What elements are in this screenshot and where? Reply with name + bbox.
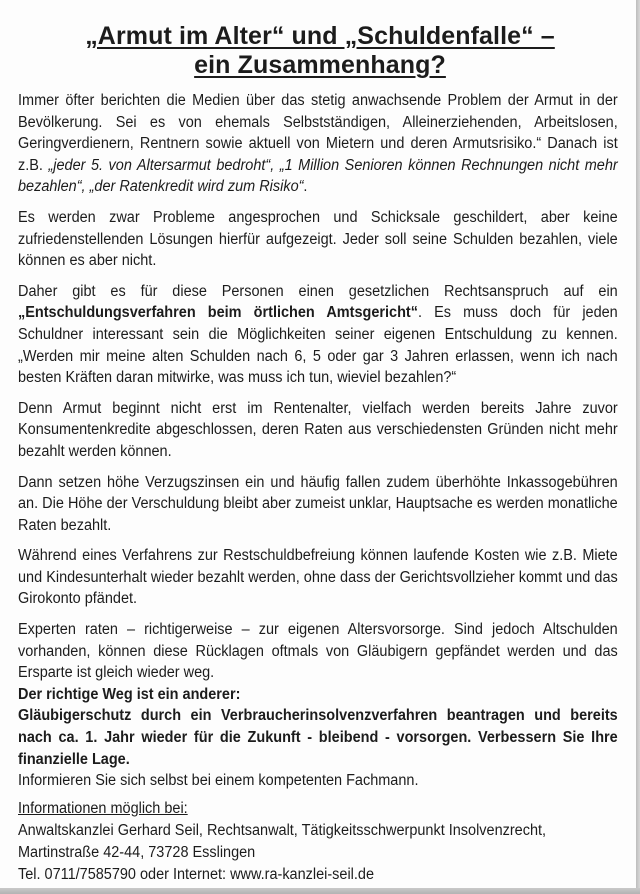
article-body: [18, 90, 618, 886]
paragraph-interest: Dann setzen höhe Verzugszinsen ein und häufig fallen zudem überhöhte Inkassogebühren an. Die Höhe der Verschuldung bleibt aber zumeist unklar, Hauptsache es werden monatliche Raten bezahlt.: [18, 473, 618, 534]
paragraph-poverty: Denn Armut beginnt nicht erst im Rentenalter, vielfach werden bereits Jahre zuvor Konsumentenkredite abgeschlossen, deren Raten aus verschiedensten Gründen nicht mehr bezahlt werden können.: [18, 399, 618, 460]
page-edge-shadow: [636, 0, 640, 894]
contact-line-address: Martinstraße 42-44, 73728 Esslingen: [18, 843, 256, 861]
paragraph-legal-claim-bold: „Entschuldungsverfahren beim örtlichen Amtsgericht“: [18, 304, 418, 322]
title-line-2: ein Zusammenhang?: [194, 51, 446, 79]
paragraph-intro-end: .: [303, 178, 308, 196]
bold-heading-right-way: Der richtige Weg ist ein anderer:: [18, 685, 241, 703]
paragraph-legal-claim-start: Daher gibt es für diese Personen einen gesetzlichen Rechtsanspruch auf ein: [18, 282, 618, 300]
contact-heading: Informationen möglich bei:: [18, 799, 188, 817]
page-title: [0, 22, 640, 80]
contact-block: [18, 798, 618, 886]
paragraph-intro-text: Immer öfter berichten die Medien über das stetig anwachsende Problem der Armut in der Bevölkerung. Sei es von ehemals Selbstständigen, Alleinerziehenden, Arbeitslosen, Geringverdienern, Rentnern sowie aktuell von Mietern und deren Armutsrisiko.“ Danach ist z.B.: [18, 92, 618, 174]
paragraph-intro: [18, 90, 618, 198]
contact-line-office: Anwaltskanzlei Gerhard Seil, Rechtsanwalt, Tätigkeitsschwerpunkt Insolvenzrecht,: [18, 821, 547, 839]
paragraph-procedure: Während eines Verfahrens zur Restschuldbefreiung können laufende Kosten wie z.B. Miete und Kindesunterhalt wieder bezahlt werden, ohne dass der Gerichtsvollzieher kommt und das Girokonto pfändet.: [18, 547, 618, 608]
paragraph-legal-claim-end: . Es muss doch für jeden Schuldner interessant sein die Möglichkeiten seiner eigenen Entschuldung zu kennen. „Werden mir meine alten Schulden nach 6, 5 oder gar 3 Jahren erlassen, wenn ich nach besten Kräften daran mitwirke, was muss ich tun, wieviel bezahlen?“: [18, 304, 618, 387]
page-bottom-edge: [0, 888, 640, 894]
paragraph-legal-claim: [18, 281, 618, 389]
bold-creditor-protection: Gläubigerschutz durch ein Verbraucherinsolvenzverfahren beantragen und bereits nach ca. 1. Jahr wieder für die Zukunft - bleibend - vorsorgen. Verbessern Sie Ihre finanzielle Lage.: [18, 707, 618, 768]
title-line-1: „Armut im Alter“ und „Schuldenfalle“ –: [85, 22, 555, 50]
paragraph-problems: Es werden zwar Probleme angesprochen und Schicksale geschildert, aber keine zufriedenstellenden Lösungen hierfür aufgezeigt. Jeder soll seine Schulden bezahlen, viele können es aber nicht.: [18, 208, 618, 270]
paragraph-experts: Experten raten – richtigerweise – zur eigenen Altersvorsorge. Sind jedoch Altschulden vorhanden, können diese Rücklagen oftmals von Gläubigern gepfändet werden und das Ersparte ist gleich wieder weg.: [18, 621, 618, 682]
paragraph-intro-quotes: „jeder 5. von Altersarmut bedroht“, „1 Million Senioren können Rechnungen nicht mehr bezahlen“, „der Ratenkredit wird zum Risiko“: [18, 156, 618, 196]
contact-line-phone-web: Tel. 0711/7585790 oder Internet: www.ra-kanzlei-seil.de: [18, 865, 374, 883]
paragraph-inform: Informieren Sie sich selbst bei einem kompetenten Fachmann.: [18, 772, 419, 790]
